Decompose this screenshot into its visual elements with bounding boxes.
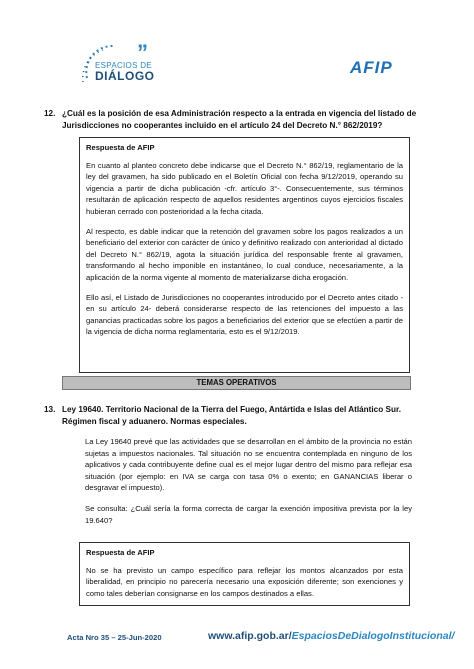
logo-small-text: ESPACIOS DE: [95, 61, 152, 70]
body-paragraph: Se consulta: ¿Cuál sería la forma correcta de cargar la exención impositiva prevista por la ley 19.640?: [85, 503, 412, 525]
espacios-de-dialogo-logo: [73, 38, 163, 86]
response-paragraph: En cuanto al planteo concreto debe indicarse que el Decreto N.° 862/19, reglamentario de la ley del gravamen, ha sido publicado en el Boletín Oficial con fecha 9/12/2019, operando su vigencia a partir de dicha publicación -cfr. artículo 3°-. Consecuentemente, sus términos resultarán de aplicación respecto de aquellos residentes argentinos cuyos ejercicios fiscales hubieran cerrado con posterioridad a la fecha citada.: [86, 160, 403, 216]
logo-big-text: DIÁLOGO: [95, 69, 155, 83]
response-header: Respuesta de AFIP: [86, 548, 155, 557]
afip-logo: AFIP: [350, 58, 393, 77]
section-band-temas-operativos: TEMAS OPERATIVOS: [62, 376, 411, 390]
question-13-title: [44, 404, 418, 428]
footer-site[interactable]: www.afip.gob.ar/: [208, 630, 292, 642]
response-paragraph: Ello así, el Listado de Jurisdicciones no cooperantes introducido por el Decreto antes citado - en su artículo 24- deberá considerarse respecto de las retenciones del impuesto a las ganancias practicadas sobre los pagos a beneficiarios del exterior que se efectúen a partir de la vigencia de dicha norma reglamentaria, esto es el 9/12/2019.: [86, 292, 403, 337]
body-paragraph: La Ley 19640 prevé que las actividades que se desarrollan en el ámbito de la provincia no están sujetas a impuestos nacionales. Tal situación no se encuentra contemplada en ninguno de los aplicativos y cada contribuyente define cual es el mejor lugar dentro del mismo para reflejar esa situación (por ejemplo: en IVA se carga con tasa 0% o exento; en GANANCIAS liberar o desgravar el impuesto).: [85, 437, 412, 493]
question-number: 12.: [44, 109, 56, 118]
question-number: 13.: [44, 405, 56, 414]
response-box-12: [79, 137, 410, 373]
question-13-body: [85, 436, 412, 535]
footer-acta: Acta Nro 35 – 25-Jun-2020: [67, 633, 162, 642]
response-paragraph: No se ha previsto un campo específico para reflejar los montos alcanzados por esta liberalidad, en principio no parecería necesario una exposición diferente; son exenciones y como tales deberían consignarse en los campos destinados a ellas.: [86, 565, 403, 598]
question-text: ¿Cuál es la posición de esa Administración respecto a la entrada en vigencia del listado de Jurisdicciones no cooperantes incluido en el artículo 24 del Decreto N.° 862/2019?: [62, 109, 417, 130]
footer-path-link[interactable]: EspaciosDeDialogoInstitucional/: [291, 630, 455, 642]
response-paragraph: Al respecto, es dable indicar que la retención del gravamen sobre los pagos realizados a un beneficiario del exterior con carácter de único y definitivo realizado con anterioridad al dictado del Decreto N.° 862/19, agota la situación jurídica del responsable frente al gravamen, transformando al hecho imponible en instantáneo, lo cual conduce, necesariamente, a la aplicación de la norma vigente al momento de materializarse dicha erogación.: [86, 226, 403, 282]
response-header: Respuesta de AFIP: [86, 143, 155, 152]
question-12-title: [44, 108, 418, 132]
quote-mark-icon: ”: [137, 40, 148, 65]
question-text: Ley 19640. Territorio Nacional de la Tierra del Fuego, Antártida e Islas del Atlántico Sur. Régimen fiscal y aduanero. Normas especiales.: [62, 405, 401, 426]
footer-url[interactable]: [208, 630, 454, 642]
response-box-13: [79, 542, 410, 606]
